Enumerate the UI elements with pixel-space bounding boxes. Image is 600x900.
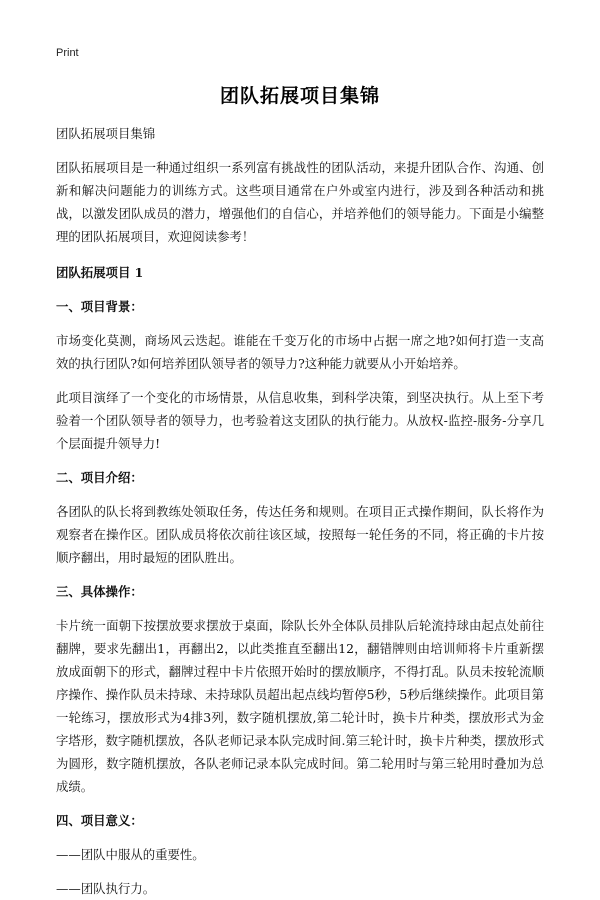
document-subtitle: 团队拓展项目集锦: [56, 126, 156, 141]
document-body: [56, 122, 544, 900]
meaning-item-1: ——团队中服从的重要性。: [56, 847, 205, 862]
intro-paragraph: 团队拓展项目是一种通过组织一系列富有挑战性的团队活动，来提升团队合作、沟通、创新和解决问题能力的训练方式。这些项目通常在户外或室内进行，涉及到各种活动和挑战，以激发团队成员的潜力，增强他们的自信心，并培养他们的领导能力。下面是小编整理的团队拓展项目，欢迎阅读参考！: [56, 160, 544, 244]
meaning-item-2: ——团队执行力。: [56, 881, 156, 896]
project-title: 团队拓展项目 1: [56, 265, 144, 280]
document-title: 团队拓展项目集锦: [219, 85, 380, 107]
section-heading-meaning: 四、项目意义：: [56, 813, 143, 828]
background-paragraph-1: 市场变化莫测，商场风云迭起。谁能在千变万化的市场中占据一席之地?如何打造一支高效的执行团队?如何培养团队领导者的领导力?这种能力就要从小开始培养。: [56, 333, 544, 371]
section-heading-background: 一、项目背景：: [56, 299, 143, 314]
section-heading-operation: 三、具体操作：: [56, 584, 143, 599]
background-paragraph-2: 此项目演绎了一个变化的市场情景，从信息收集，到科学决策，到坚决执行。从上至下考验着一个团队领导者的领导力，也考验着这支团队的执行能力。从放权-监控-服务-分享几个层面提升领导力!: [56, 390, 544, 451]
operation-paragraph: 卡片统一面朝下按摆放要求摆放于桌面，除队长外全体队员排队后轮流持球由起点处前往翻牌，要求先翻出1，再翻出2，以此类推直至翻出12，翻错牌则由培训师将卡片重新摆放成面朝下的形式，翻牌过程中卡片依照开始时的摆放顺序，不得打乱。队员未按轮流顺序操作、操作队员未持球、未持球队员超出起点线均暂停5秒，5秒后继续操作。此项目第一轮练习，摆放形式为4排3列，数字随机摆放,第二轮计时，换卡片种类，摆放形式为金字塔形，数字随机摆放，各队老师记录本队完成时间.第三轮计时，换卡片种类，摆放形式为圆形，数字随机摆放，各队老师记录本队完成时间。第二轮用时与第三轮用时叠加为总成绩。: [56, 618, 544, 794]
intro-section-paragraph: 各团队的队长将到教练处领取任务，传达任务和规则。在项目正式操作期间，队长将作为观察者在操作区。团队成员将依次前往该区域，按照每一轮任务的不同，将正确的卡片按顺序翻出，用时最短的团队胜出。: [56, 504, 544, 565]
print-label: Print: [56, 47, 79, 59]
section-heading-intro: 二、项目介绍：: [56, 470, 143, 485]
